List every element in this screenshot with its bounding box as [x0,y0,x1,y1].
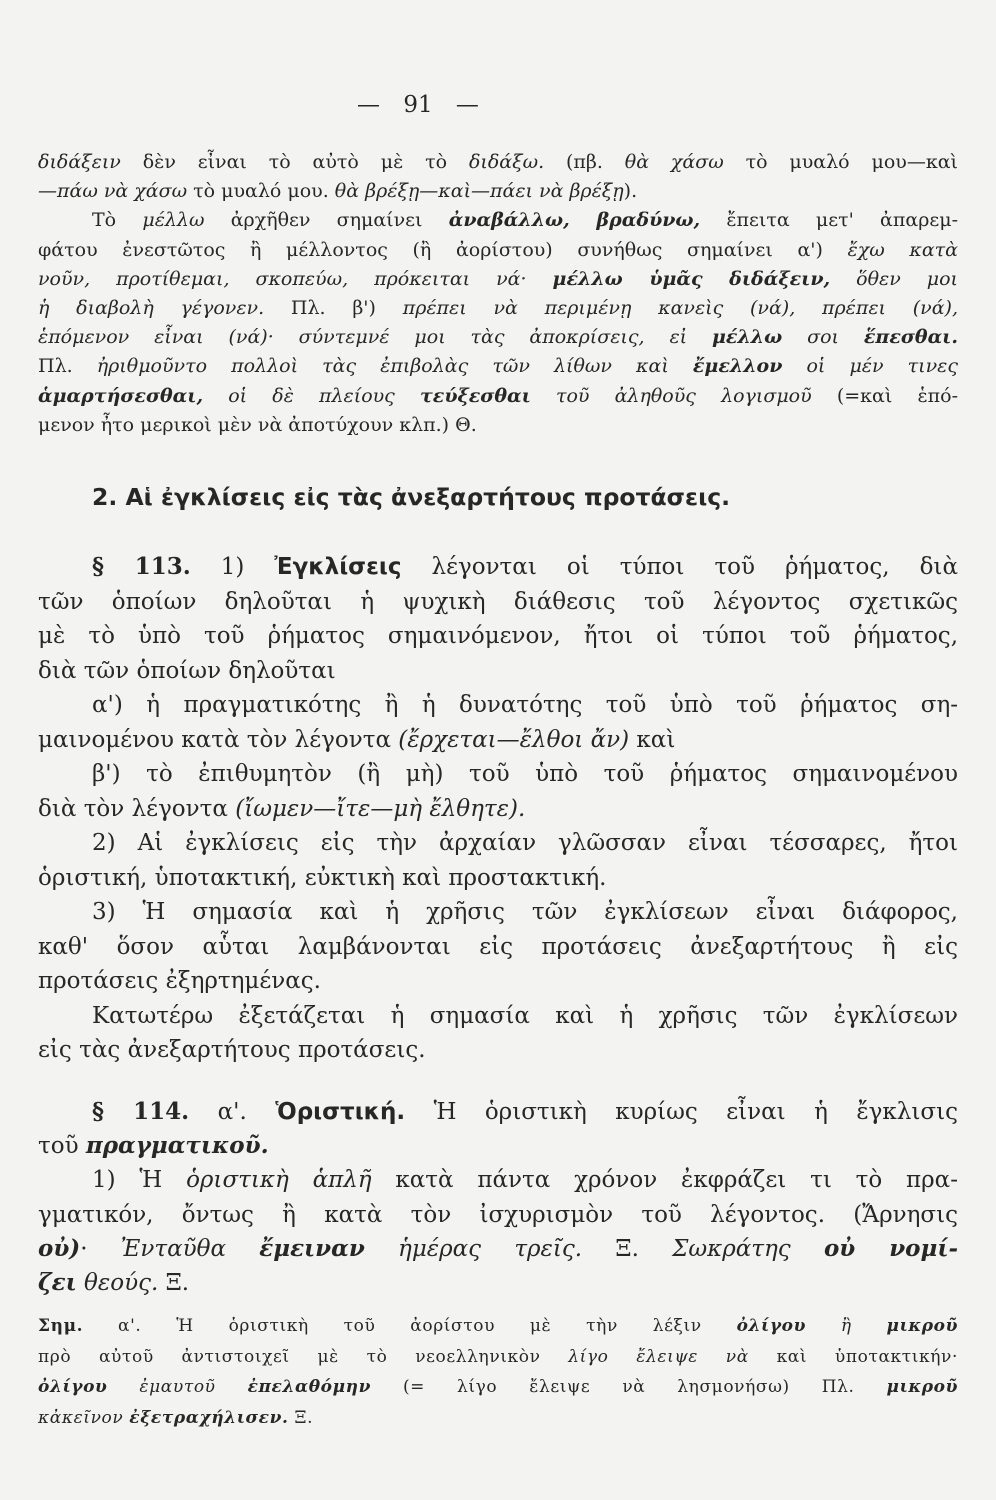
italic-text: (ἔρχεται—ἔλθοι ἄν) [398,726,630,753]
italic-text: θὰ χάσω [624,151,724,173]
s114-line-5 [38,1232,958,1266]
italic-text: πρέπει νὰ περιμένῃ κανεὶς (νά), πρέπει (νά), [402,296,958,319]
roman-text: α') ἡ πραγματικότης ἢ ἡ δυνατότης τοῦ ὑπὸ τοῦ ῥήματος ση- [92,692,958,718]
italic-text: κἀκεῖνον [38,1408,130,1429]
bold-italic-text: ἀναβάλλω, βραδύνω, [448,209,701,232]
roman-text: εἰς τὰς ἀνεξαρτήτους προτάσεις. [38,1037,426,1063]
roman-text: Ξ. [158,1269,190,1296]
italic-text: —πάω νὰ χάσω [38,180,188,203]
bold-italic-text: οὐ νομί- [823,1234,959,1262]
italic-text: ἡμέρας τρεῖς. [364,1235,583,1262]
italic-text: νοῦν, προτίθεμαι, σκοπεύω, πρόκειται νά· [38,267,553,290]
s113-line-7 [38,757,958,792]
italic-text: οἱ δὲ πλείους [203,384,420,407]
italic-text: μέλλω [142,209,205,232]
s113-line-4 [38,654,958,689]
roman-text: 1) Ἡ [92,1167,187,1194]
s113-line-14 [38,999,958,1034]
page-number: — 91 — [357,92,479,118]
s113-line-8 [38,792,958,827]
s113-line-5 [38,688,958,723]
roman-text: Ξ. [288,1408,314,1429]
italic-text: οἱ μέν τινες [782,355,958,378]
roman-text: Τὸ [92,209,143,232]
roman-text: μαινομένου κατὰ τὸν λέγοντα [38,726,399,753]
bold-italic-text: ὀλίγου [736,1316,807,1336]
bold-italic-text: ἔμειναν [259,1234,365,1262]
roman-text: (= λίγο ἔλειψε νὰ λησμονήσω) Πλ. [370,1377,887,1398]
roman-text: Πλ. β') [264,296,403,319]
bold-sans-text: Ἐγκλίσεις [274,554,402,580]
intro-line-4 [38,236,958,265]
roman-text: καθ' ὅσον αὗται λαμβάνονται εἰς προτάσεις ἀνεξαρτήτους ἢ εἰς [38,933,958,960]
roman-text: · [80,1235,121,1262]
roman-text: (πβ. [544,151,625,173]
intro-line-6 [38,294,958,323]
bold-italic-text: τεύξεσθαι [419,384,531,407]
s113-line-10 [38,861,958,896]
intro-line-10 [38,411,958,440]
roman-text: Κατωτέρω ἐξετάζεται ἡ σημασία καὶ ἡ χρῆσις τῶν ἐγκλίσεων [92,1002,958,1029]
s114-line-3 [38,1163,958,1197]
s113-line-15 [38,1033,958,1068]
paragraph-113 [38,550,958,1068]
roman-text: καὶ ὑποτακτικήν· [748,1346,958,1367]
roman-text: 3) Ἡ σημασία καὶ ἡ χρῆσις τῶν ἐγκλίσεων εἶναι διάφορος, [92,899,958,925]
bold-italic-text: ὀλίγου [38,1377,108,1398]
roman-text: μὲ τὸ ὑπὸ τοῦ ῥήματος σημαινόμενον, ἤτοι οἱ τύποι τοῦ ῥήματος, [38,623,958,649]
bold-italic-text: οὐ) [38,1234,81,1262]
section-heading: 2. Αἱ ἐγκλίσεις εἰς τὰς ἀνεξαρτήτους προτάσεις. [92,483,731,511]
italic-text: διδάξω. [468,151,545,173]
paragraph-114 [38,1095,958,1300]
s113-line-13 [38,964,958,999]
italic-text: θεούς. [76,1269,159,1296]
continued-paragraph [38,148,958,440]
s113-line-1 [38,550,958,585]
bold-italic-text: ἕπεσθαι. [863,326,958,349]
roman-text: πρὸ αὐτοῦ ἀντιστοιχεῖ μὲ τὸ νεοελληνικὸν [38,1346,569,1367]
italic-text: (ἴωμεν—ἴτε—μὴ ἔλθητε). [235,795,526,822]
roman-text: διὰ τὸν λέγοντα [38,795,236,822]
note-line-2 [38,1342,958,1373]
roman-text: 1) [190,554,275,580]
italic-text: ἑπόμενον εἶναι (νά)· σύντεμνέ μοι τὰς ἀποκρίσεις, εἰ [38,326,712,349]
bold-italic-text: μέλλω ὑμᾶς διδάξειν, [552,267,831,290]
bold-italic-text: μέλλω [712,326,783,349]
roman-text: (=καὶ ἑπό- [836,384,959,407]
bold-italic-text: ἐπελαθόμην [247,1377,371,1398]
intro-line-1 [38,148,958,177]
roman-text: α'. Ἡ ὁριστικὴ τοῦ ἀορίστου μὲ τὴν λέξιν [83,1316,737,1336]
italic-text: ὁριστικὴ ἁπλῆ [186,1167,372,1194]
roman-text: καὶ [629,726,676,753]
roman-text: γματικόν, ὄντως ἢ κατὰ τὸν ἰσχυρισμὸν τοῦ λέγοντος. (Ἄρνησις [38,1201,958,1228]
note-line-4 [38,1403,958,1434]
roman-text: ). [623,180,638,203]
roman-text: διὰ τῶν ὁποίων δηλοῦται [38,657,336,684]
roman-text: Πλ. [38,355,97,378]
s114-line-4 [38,1198,958,1232]
italic-text: ἡ διαβολὴ γέγονεν. [38,296,265,319]
roman-text: Ἡ ὁριστικὴ κυρίως εἶναι ἡ ἔγκλισις [405,1099,958,1125]
italic-text: ἔχω κατὰ [847,238,958,261]
s114-line-2 [38,1129,958,1163]
footnote-remark [38,1311,958,1434]
italic-text: λίγο ἔλειψε νὰ [568,1346,749,1367]
s114-line-6 [38,1266,958,1300]
italic-text: Ἐνταῦθα [120,1235,260,1262]
roman-text: Ξ. [582,1235,673,1262]
italic-text: Σωκράτης [672,1235,791,1262]
roman-text: ἔπειτα μετ' ἀπαρεμ- [700,209,958,232]
roman-text: ἀρχῆθεν σημαίνει [204,209,449,232]
bold-text: § 114. [92,1098,190,1125]
intro-line-3 [38,206,958,235]
roman-text: μενον ἦτο μερικοὶ μὲν νὰ ἀποτύχουν κλπ.) Θ. [38,413,477,436]
roman-text: τὸ μυαλό μου—καὶ [723,151,958,173]
roman-text: β') τὸ ἐπιθυμητὸν (ἢ μὴ) τοῦ ὑπὸ τοῦ ῥήματος σημαινομένου [92,761,958,787]
roman-text: προτάσεις ἐξηρτημένας. [38,968,321,994]
bold-italic-text: μικροῦ [886,1316,958,1336]
italic-text: σοι [782,326,864,349]
roman-text: λέγονται οἱ τύποι τοῦ ῥήματος, διὰ [401,554,958,580]
bold-text: Σημ. [38,1316,84,1336]
s114-line-1 [38,1095,958,1129]
roman-text: τὸ μυαλό μου. [187,180,335,203]
bold-italic-text: ἁμαρτήσεσθαι, [38,384,204,407]
italic-text: θὰ βρέξῃ—καὶ—πάει νὰ βρέξῃ [334,180,624,203]
intro-line-2 [38,177,958,206]
intro-line-9 [38,382,958,411]
roman-text [791,1236,824,1262]
italic-text: ὅθεν μοι [830,267,958,290]
italic-text: ἢ [806,1316,887,1336]
intro-line-5 [38,265,958,294]
s113-line-12 [38,930,958,965]
bold-italic-text: πραγματικοῦ. [85,1132,269,1160]
bold-italic-text: ἐξετραχήλισεν. [129,1408,289,1429]
intro-line-7 [38,323,958,352]
roman-text: δὲν εἶναι τὸ αὐτὸ μὲ τὸ [120,151,469,173]
italic-text: ἐμαυτοῦ [107,1377,248,1398]
s113-line-6 [38,723,958,758]
s113-line-11 [38,895,958,930]
bold-italic-text: μικροῦ [886,1377,958,1398]
italic-text: ἠριθμοῦντο πολλοὶ τὰς ἐπιβολὰς τῶν λίθων καὶ [96,355,693,378]
roman-text: α'. [189,1099,276,1125]
bold-italic-text: ἔμελλον [692,355,783,378]
italic-text: τοῦ ἀληθοῦς λογισμοῦ [530,384,837,407]
roman-text: 2) Αἱ ἐγκλίσεις εἰς τὴν ἀρχαίαν γλῶσσαν εἶναι τέσσαρες, ἤτοι [92,830,958,856]
bold-text: § 113. [92,553,191,580]
note-line-1 [38,1311,958,1342]
intro-line-8 [38,352,958,381]
bold-sans-text: Ὁριστική. [275,1099,406,1125]
bold-italic-text: ζει [38,1268,77,1296]
s113-line-2 [38,585,958,620]
roman-text: ὁριστική, ὑποτακτική, εὐκτικὴ καὶ προστακτική. [38,864,607,891]
roman-text: τῶν ὁποίων δηλοῦται ἡ ψυχικὴ διάθεσις τοῦ λέγοντος σχετικῶς [38,588,958,615]
note-line-3 [38,1372,958,1403]
roman-text: κατὰ πάντα χρόνον ἐκφράζει τι τὸ πρα- [371,1167,958,1194]
italic-text: διδάξειν [38,151,121,173]
s113-line-9 [38,826,958,861]
roman-text: τοῦ [38,1133,86,1160]
s113-line-3 [38,619,958,654]
roman-text: φάτου ἐνεστῶτος ἢ μέλλοντος (ἢ ἀορίστου) συνήθως σημαίνει α') [38,238,848,261]
